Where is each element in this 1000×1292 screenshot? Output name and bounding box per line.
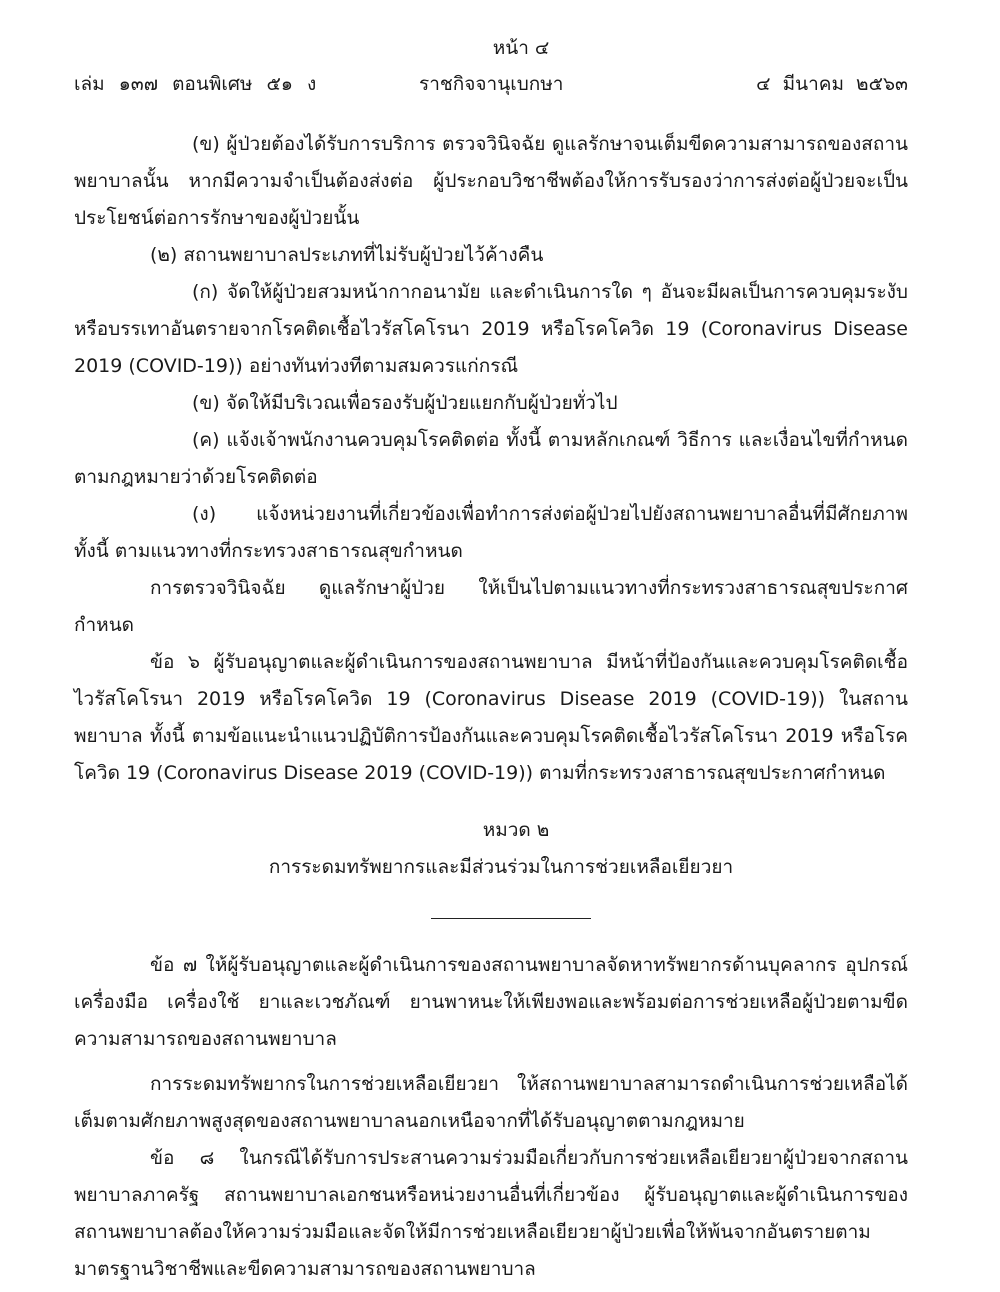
- paragraph-ko: (ก) จัดให้ผู้ป่วยสวมหน้ากากอนามัย และดำเนินการใด ๆ อันจะมีผลเป็นการควบคุมระงับ หรือบรรเทาอันตรายจากโรคติดเชื้อไวรัสโคโรนา 2019 หรือโรคโควิด 19 (Coronavirus Disease 2019 (COVID-19)) อย่างทันท่วงทีตามสมควรแก่กรณี: [74, 281, 908, 377]
- page-number: หน้า ๔: [492, 37, 550, 59]
- paragraph-kho-2: (ข) จัดให้มีบริเวณเพื่อรองรับผู้ป่วยแยกกับผู้ป่วยทั่วไป: [192, 392, 618, 414]
- paragraph-ngo: (ง) แจ้งหน่วยงานที่เกี่ยวข้องเพื่อทำการส่งต่อผู้ป่วยไปยังสถานพยาบาลอื่นที่มีศักยภาพ ทั้งนี้ ตามแนวทางที่กระทรวงสาธารณสุขกำหนด: [74, 503, 908, 562]
- paragraph-article-8: ข้อ ๘ ในกรณีได้รับการประสานความร่วมมือเกี่ยวกับการช่วยเหลือเยียวยาผู้ป่วยจากสถานพยาบาลภาครัฐ สถานพยาบาลเอกชนหรือหน่วยงานอื่นที่เกี่ยวข้อง ผู้รับอนุญาตและผู้ดำเนินการของสถานพยาบาลต้องให้ความร่วมมือและจัดให้มีการช่วยเหลือเยียวยาผู้ป่วยเพื่อให้พ้นจากอันตรายตามมาตรฐานวิชาชีพและขีดความสามารถของสถานพยาบาล: [74, 1147, 908, 1280]
- gazette-page: [74, 30, 908, 1288]
- paragraph-resource-mobilization: การระดมทรัพยากรในการช่วยเหลือเยียวยา ให้สถานพยาบาลสามารถดำเนินการช่วยเหลือได้เต็มตามศักยภาพสูงสุดของสถานพยาบาลนอกเหนือจากที่ได้รับอนุญาตตามกฎหมาย: [74, 1073, 908, 1132]
- paragraph-item-2: (๒) สถานพยาบาลประเภทที่ไม่รับผู้ป่วยไว้ค้างคืน: [150, 244, 544, 266]
- paragraph-kho-1: (ข) ผู้ป่วยต้องได้รับการบริการ ตรวจวินิจฉัย ดูแลรักษาจนเต็มขีดความสามารถของสถานพยาบาลนั้น หากมีความจำเป็นต้องส่งต่อ ผู้ประกอบวิชาชีพต้องให้การรับรองว่าการส่งต่อผู้ป่วยจะเป็นประโยชน์ต่อการรักษาของผู้ป่วยนั้น: [74, 133, 908, 229]
- paragraph-diagnosis: การตรวจวินิจฉัย ดูแลรักษาผู้ป่วย ให้เป็นไปตามแนวทางที่กระทรวงสาธารณสุขประกาศกำหนด: [74, 577, 908, 636]
- paragraph-article-6: ข้อ ๖ ผู้รับอนุญาตและผู้ดำเนินการของสถานพยาบาล มีหน้าที่ป้องกันและควบคุมโรคติดเชื้อไวรัสโคโรนา 2019 หรือโรคโควิด 19 (Coronavirus Disease 2019 (COVID-19)) ในสถานพยาบาล ทั้งนี้ ตามข้อแนะนำแนวปฏิบัติการป้องกันและควบคุมโรคติดเชื้อไวรัสโคโรนา 2019 หรือโรคโควิด 19 (Coronavirus Disease 2019 (COVID-19)) ตามที่กระทรวงสาธารณสุขประกาศกำหนด: [74, 651, 908, 784]
- paragraph-kho-khwai: (ค) แจ้งเจ้าพนักงานควบคุมโรคติดต่อ ทั้งนี้ ตามหลักเกณฑ์ วิธีการ และเงื่อนไขที่กำหนดตามกฎหมายว่าด้วยโรคติดต่อ: [74, 429, 908, 488]
- paragraph-article-7: ข้อ ๗ ให้ผู้รับอนุญาตและผู้ดำเนินการของสถานพยาบาลจัดหาทรัพยากรด้านบุคลากร อุปกรณ์ เครื่องมือ เครื่องใช้ ยาและเวชภัณฑ์ ยานพาหนะให้เพียงพอและพร้อมต่อการช่วยเหลือผู้ป่วยตามขีดความสามารถของสถานพยาบาล: [74, 954, 908, 1050]
- chapter-divider: [431, 918, 591, 919]
- publication-date: ๔ มีนาคม ๒๕๖๓: [756, 73, 908, 95]
- document-body: [74, 126, 908, 1288]
- chapter-title: การระดมทรัพยากรและมีส่วนร่วมในการช่วยเหลือเยียวยา: [268, 856, 734, 878]
- volume-info: เล่ม ๑๓๗ ตอนพิเศษ ๕๑ ง: [74, 73, 317, 95]
- publication-name: ราชกิจจานุเบกษา: [419, 73, 564, 95]
- chapter-number: หมวด ๒: [482, 819, 550, 841]
- page-header: [74, 66, 908, 102]
